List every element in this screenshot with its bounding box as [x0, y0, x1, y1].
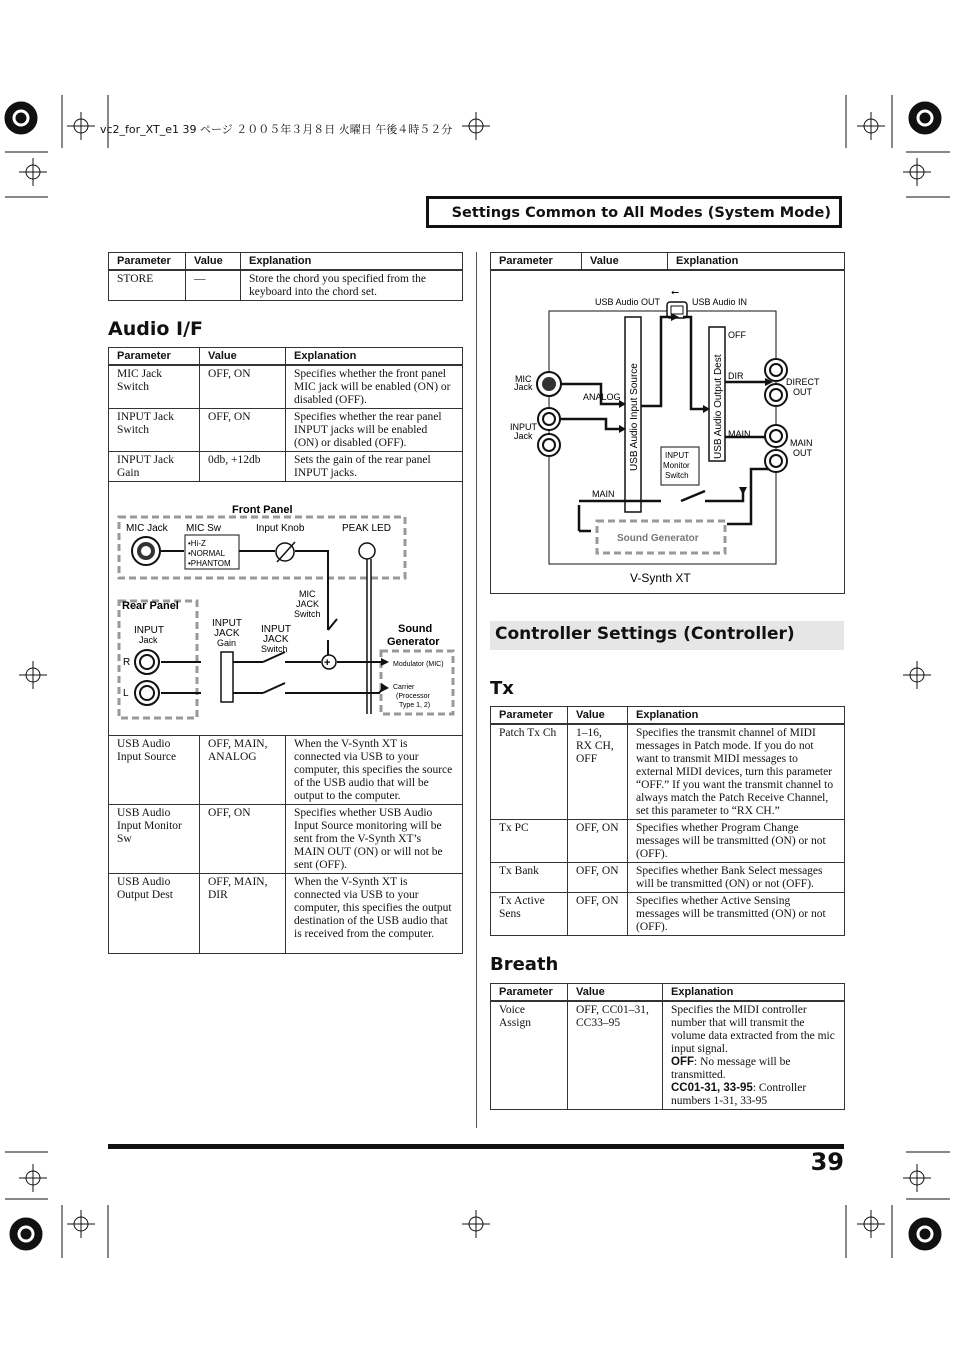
- col-explanation: Explanation: [668, 253, 845, 271]
- col-value: Value: [186, 253, 241, 271]
- tx-heading: Tx: [490, 678, 514, 699]
- breath-explanation-text: Specifies the MIDI controller number that will transmit the volume data extracted from the mic input signal.: [671, 1004, 835, 1055]
- cell-parameter: Patch Tx Ch: [491, 724, 568, 820]
- cell-parameter: MIC Jack Switch: [109, 365, 200, 409]
- carrier-label-2: (Processor: [396, 693, 430, 700]
- left-channel-label: L: [123, 688, 129, 699]
- cell-value: 1–16, RX CH, OFF: [568, 724, 628, 820]
- cell-explanation: Sets the gain of the rear panel INPUT jacks.: [286, 452, 463, 482]
- usb-audio-diagram: [490, 269, 845, 594]
- cell-explanation: When the V-Synth XT is connected via USB to your computer, this specifies the output destination of the USB audio that is received from the computer.: [286, 874, 463, 954]
- input-jack-switch-label-2: JACK: [263, 634, 289, 645]
- running-header-text: Settings Common to All Modes (System Mode): [451, 205, 831, 221]
- breath-off-label: OFF: [671, 1056, 694, 1068]
- table-row: [491, 863, 845, 893]
- cell-value: 0db, +12db: [200, 452, 286, 482]
- off-label: OFF: [728, 330, 746, 340]
- breath-cc-text: : Controller numbers 1-31, 33-95: [671, 1082, 807, 1107]
- mic-sw-label: MIC Sw: [186, 523, 221, 534]
- bleed-header-text: vc2_for_XT_e1 39 ページ ２００５年３月８日 火曜日 午後４時５２分: [100, 123, 453, 136]
- col-explanation: Explanation: [628, 707, 845, 725]
- xlr-jack-icon: [132, 537, 160, 565]
- cell-parameter: Tx PC: [491, 820, 568, 863]
- cell-value: OFF, ON: [200, 365, 286, 409]
- peak-led-label: PEAK LED: [342, 523, 391, 534]
- gain-block: [221, 652, 233, 702]
- cell-explanation: Store the chord you specified from the keyboard into the chord set.: [241, 270, 463, 301]
- breath-off-text: : No message will be transmitted.: [671, 1056, 791, 1081]
- cell-explanation: Specifies the transmit channel of MIDI messages in Patch mode. If you do not want to transmit MIDI messages to external MIDI devices, turn this parameter “OFF.” If you want the transmit channel to always match the Patch Receive Channel, set this parameter to “RX CH.”: [628, 724, 845, 820]
- column-divider: [476, 252, 477, 1128]
- col-explanation: Explanation: [663, 984, 845, 1002]
- analog-label: ANALOG: [583, 392, 621, 402]
- usb-audio-out-label: USB Audio OUT: [595, 297, 661, 307]
- input-monitor-label-3: Switch: [665, 471, 689, 480]
- cell-value: OFF, CC01–31, CC33–95: [568, 1001, 663, 1110]
- cell-explanation: Specifies whether Active Sensing messages will be transmitted (ON) or not (OFF).: [628, 893, 845, 936]
- carrier-label-1: Carrier: [393, 684, 415, 691]
- cell-explanation: Specifies whether the rear panel INPUT jacks will be enabled (ON) or disabled (OFF).: [286, 409, 463, 452]
- direct-out-jack-icon-2: [765, 384, 787, 406]
- plus-symbol: +: [324, 657, 331, 669]
- mic-jack-label-2: Jack: [514, 382, 533, 392]
- main-out-jack-icon-2: [765, 450, 787, 472]
- cell-explanation: Specifies whether Program Change messages will be transmitted (ON) or not (OFF).: [628, 820, 845, 863]
- usb-audio-diagram-svg: [491, 269, 846, 594]
- store-table: [108, 252, 463, 301]
- cell-explanation: [663, 1001, 845, 1110]
- col-parameter: Parameter: [491, 253, 582, 271]
- usb-output-dest-label: USB Audio Output Dest: [713, 354, 724, 459]
- modulator-label: Modulator (MIC): [393, 661, 444, 668]
- mic-jack-label: MIC Jack: [126, 523, 168, 534]
- cell-parameter: Tx Active Sens: [491, 893, 568, 936]
- footer-rule: [108, 1144, 844, 1149]
- main-out-label-2: OUT: [793, 448, 812, 458]
- input-jack-gain-label-3: Gain: [217, 638, 237, 648]
- main-source-label: MAIN: [592, 489, 615, 499]
- input-knob-label: Input Knob: [256, 523, 305, 534]
- table-row: [109, 270, 463, 301]
- input-jack-gain-label-1: INPUT: [212, 618, 242, 629]
- input-jack-gain-label-2: JACK: [214, 628, 240, 639]
- breath-table: [490, 983, 845, 1110]
- main-out-label-1: MAIN: [790, 438, 813, 448]
- direct-out-label-1: DIRECT: [786, 377, 820, 387]
- cell-parameter: INPUT Jack Gain: [109, 452, 200, 482]
- audio-if-diagram: [108, 480, 463, 736]
- audio-if-table-top: [108, 347, 463, 482]
- usb-icon: [667, 287, 687, 318]
- mic-sw-option: •NORMAL: [188, 549, 226, 558]
- breath-cc-label: CC01-31, 33-95: [671, 1082, 753, 1094]
- input-jack-label-1: INPUT: [134, 625, 164, 636]
- cell-value: OFF, ON: [200, 409, 286, 452]
- tx-table: [490, 706, 845, 936]
- cell-parameter: USB Audio Input Monitor Sw: [109, 805, 200, 874]
- cell-value: OFF, MAIN, DIR: [200, 874, 286, 954]
- main-out-jack-icon-1: [765, 425, 787, 447]
- mic-jack-switch-label-3: Switch: [294, 609, 321, 619]
- col-parameter: Parameter: [109, 253, 186, 271]
- cell-explanation: Specifies whether Bank Select messages will be transmitted (ON) or not (OFF).: [628, 863, 845, 893]
- col-value: Value: [568, 984, 663, 1002]
- front-panel-label: Front Panel: [232, 504, 293, 516]
- dir-label: DIR: [728, 371, 744, 381]
- usb-input-source-label: USB Audio Input Source: [629, 363, 640, 471]
- col-parameter: Parameter: [491, 984, 568, 1002]
- table-row: [491, 820, 845, 863]
- input-jack-icon-1: [538, 408, 560, 430]
- input-jack-switch-label-1: INPUT: [261, 624, 291, 635]
- input-jack-label-2: Jack: [514, 431, 533, 441]
- input-monitor-label-2: Monitor: [663, 461, 690, 470]
- table-row: [491, 893, 845, 936]
- cell-parameter: STORE: [109, 270, 186, 301]
- cell-explanation: Specifies whether USB Audio Input Source monitoring will be sent from the V-Synth XT’s MAIN OUT (ON) or will not be sent (OFF).: [286, 805, 463, 874]
- mic-jack-label-1: MIC: [515, 374, 532, 384]
- right-channel-label: R: [123, 657, 131, 668]
- audio-if-diagram-svg: [109, 480, 464, 736]
- cell-parameter: USB Audio Output Dest: [109, 874, 200, 954]
- carrier-label-3: Type 1, 2): [399, 702, 431, 709]
- col-value: Value: [200, 348, 286, 366]
- sound-generator-label-2: Generator: [387, 636, 440, 648]
- direct-out-label-2: OUT: [793, 387, 812, 397]
- table-row: [109, 874, 463, 954]
- cell-parameter: Tx Bank: [491, 863, 568, 893]
- input-knob-icon: [276, 542, 295, 562]
- direct-out-jack-icon-1: [765, 359, 787, 381]
- audio-if-table-bottom: [108, 735, 463, 954]
- cell-value: OFF, MAIN, ANALOG: [200, 736, 286, 805]
- svg-text:⭠: ⭠: [671, 287, 679, 298]
- col-value: Value: [568, 707, 628, 725]
- audio-if-heading: Audio I/F: [108, 318, 203, 340]
- sound-generator-label: Sound Generator: [617, 533, 699, 544]
- sound-generator-label-1: Sound: [398, 623, 433, 635]
- rear-panel-label: Rear Panel: [122, 600, 179, 612]
- input-jack-label-1: INPUT: [510, 422, 537, 432]
- cell-value: OFF, ON: [568, 863, 628, 893]
- table-row: [109, 452, 463, 482]
- cell-parameter: Voice Assign: [491, 1001, 568, 1110]
- phone-jack-r-icon: [135, 650, 159, 674]
- input-monitor-label-1: INPUT: [665, 451, 689, 460]
- mic-jack-switch-label-1: MIC: [299, 589, 316, 599]
- col-explanation: Explanation: [286, 348, 463, 366]
- cell-explanation: Specifies whether the front panel MIC jack will be enabled (ON) or disabled (OFF).: [286, 365, 463, 409]
- main-label: MAIN: [728, 429, 751, 439]
- table-row: [491, 1001, 845, 1110]
- mic-sw-option: •PHANTOM: [188, 559, 231, 568]
- input-jack-label-2: Jack: [139, 635, 158, 645]
- col-parameter: Parameter: [491, 707, 568, 725]
- table-row: [109, 365, 463, 409]
- controller-settings-heading: Controller Settings (Controller): [495, 624, 795, 644]
- cell-explanation: When the V-Synth XT is connected via USB to your computer, this specifies the source of the USB audio that will be output to the computer.: [286, 736, 463, 805]
- col-value: Value: [582, 253, 668, 271]
- col-explanation: Explanation: [241, 253, 463, 271]
- page-number: 39: [810, 1148, 844, 1176]
- cell-value: OFF, ON: [568, 820, 628, 863]
- controller-settings-bar: [490, 621, 844, 650]
- col-parameter: Parameter: [109, 348, 200, 366]
- peak-led-icon: [359, 543, 375, 559]
- input-jack-icon-2: [538, 434, 560, 456]
- usb-audio-in-label: USB Audio IN: [692, 297, 748, 307]
- cell-value: OFF, ON: [568, 893, 628, 936]
- cell-parameter: USB Audio Input Source: [109, 736, 200, 805]
- table-row: [491, 724, 845, 820]
- breath-heading: Breath: [490, 954, 559, 975]
- vsynth-xt-label: V-Synth XT: [630, 571, 691, 585]
- mic-jack-switch-label-2: JACK: [296, 599, 320, 609]
- table-row: [109, 805, 463, 874]
- cell-value: OFF, ON: [200, 805, 286, 874]
- table-row: [109, 736, 463, 805]
- input-jack-switch-label-3: Switch: [261, 644, 288, 654]
- mic-xlr-jack-icon: [537, 372, 561, 396]
- cell-parameter: INPUT Jack Switch: [109, 409, 200, 452]
- mic-sw-option: •Hi-Z: [188, 539, 206, 548]
- running-header: [426, 196, 842, 228]
- table-row: [109, 409, 463, 452]
- cell-value: —: [186, 270, 241, 301]
- phone-jack-l-icon: [135, 681, 159, 705]
